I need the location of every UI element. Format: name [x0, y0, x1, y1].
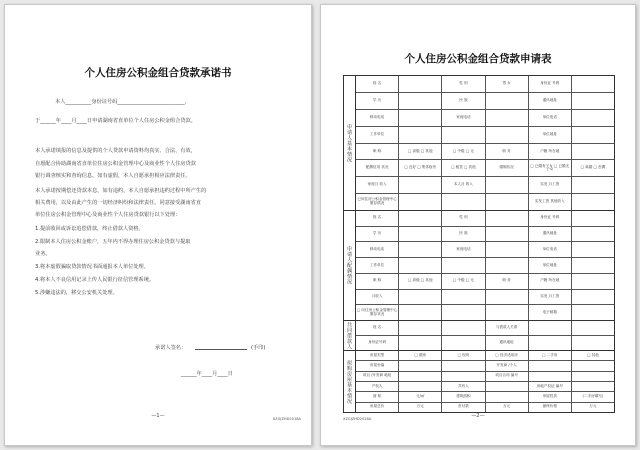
form-field[interactable]: [572, 93, 614, 109]
form-field[interactable]: [399, 361, 442, 370]
section-title: [344, 76, 356, 210]
fingerprint-label: (手印): [251, 345, 266, 351]
form-row: [356, 93, 614, 110]
form-label: 学 历: [356, 93, 399, 109]
form-label: 已向住房公积金管理中心 缴存情况: [356, 194, 399, 210]
form-label: 房屋类型: [356, 351, 399, 360]
letter-line: 1.提前收回或诉讼追偿借款，终止借款人资格。: [35, 226, 144, 232]
form-row: [356, 336, 614, 350]
form-field[interactable]: [572, 177, 614, 193]
form-label: 单位电话: [529, 110, 572, 126]
form-label: □ 良好 □ 集体宿舍: [399, 160, 442, 176]
form-label: 房屋性质: [529, 392, 572, 401]
form-field[interactable]: [399, 336, 442, 350]
form-label: □ 高级 □ 其他: [399, 144, 442, 160]
form-field[interactable]: [399, 211, 442, 226]
form-field[interactable]: [572, 194, 614, 210]
form-row: [356, 110, 614, 127]
form-field[interactable]: [572, 382, 614, 391]
page-number: —2—: [471, 413, 485, 419]
form-label: 身份证号码: [356, 336, 399, 350]
letter-line: 本人承诺按期偿还贷款本息，如有违约，本人自愿承担违约过程中所产生的: [35, 188, 207, 194]
form-field[interactable]: [486, 110, 529, 126]
form-field[interactable]: [442, 336, 485, 350]
page-title: 个人住房公积金组合贷款申请表: [404, 53, 552, 65]
form-field[interactable]: [442, 305, 485, 320]
letter-line: 4.将本人不良信用记录上传人民银行征信管理系统。: [35, 277, 155, 283]
form-field[interactable]: [486, 392, 529, 401]
form-label: 共有人: [442, 382, 485, 391]
letter-line: 5.涉嫌违法的，移交公安机关处理。: [35, 290, 118, 296]
form-label: 姓 名: [356, 211, 399, 226]
form-label: □ 租赁 □ 其他: [442, 160, 485, 176]
letter-line: 2.限制本人住房公积金账户，五年内不得办理住房公积金贷款与提取: [35, 239, 191, 245]
page-number: —1—: [151, 413, 165, 419]
form-label: 民 族: [442, 227, 485, 242]
form-label: 职 务: [486, 274, 529, 289]
form-field[interactable]: [572, 321, 614, 335]
form-field[interactable]: [399, 127, 442, 143]
form-field[interactable]: [486, 127, 529, 143]
form-label: 房屋坐落: [356, 361, 399, 370]
form-label: 家庭电话: [442, 110, 485, 126]
signature-blank: [195, 344, 247, 352]
form-field[interactable]: [572, 305, 614, 320]
form-row: [356, 403, 614, 412]
form-field[interactable]: [572, 110, 614, 126]
form-label: □ 期房: [399, 351, 442, 360]
form-label: 民 族: [442, 93, 485, 109]
form-label: 实发 月工资: [529, 177, 572, 193]
form-field[interactable]: [486, 227, 529, 242]
form-label: 通讯地址: [529, 227, 572, 242]
form-row: [356, 382, 614, 392]
form-field[interactable]: [572, 274, 614, 289]
form-field[interactable]: [572, 227, 614, 242]
form-label: □ 离婚 □ 丧偶: [580, 165, 606, 170]
form-label: 单位电话: [529, 242, 572, 257]
form-section: [344, 211, 614, 321]
form-field[interactable]: [572, 242, 614, 257]
form-label: 通讯地址: [529, 93, 572, 109]
form-field[interactable]: [486, 258, 529, 273]
form-field[interactable]: [399, 177, 442, 193]
form-row: [356, 321, 614, 336]
signature-label: 承诺人签名：: [155, 345, 187, 351]
form-section: [344, 76, 614, 211]
form-field[interactable]: [572, 336, 614, 350]
form-label: 移动电话: [356, 110, 399, 126]
form-label: 姓 名: [356, 76, 399, 92]
form-field[interactable]: [399, 227, 442, 242]
form-label: 职 务: [486, 144, 529, 160]
form-row: [356, 258, 614, 274]
letter-line: 自愿配合协助湖南省直单位住房公积金管理中心及商业性个人住房贷款: [35, 161, 196, 167]
form-field[interactable]: [399, 290, 442, 305]
form-field[interactable]: [399, 372, 442, 381]
form-label: □ 经济适用房: [486, 351, 529, 360]
form-field[interactable]: [572, 258, 614, 273]
form-label: 家庭电话: [442, 242, 485, 257]
form-label: 工作单位: [356, 258, 399, 273]
date-line: ______年____月____日: [181, 371, 233, 377]
letter-line: 银行调查核实和查询信息。如有虚假，本人自愿承担相应法律责任。: [35, 173, 191, 179]
form-label: □ 二手房: [529, 351, 572, 360]
letter-line: 于______年____月____日申请湖南省直单位个人住房公积金组合贷款。: [35, 118, 196, 124]
letter-line: 本人__________身份证号码__________________________，: [55, 99, 190, 105]
form-field[interactable]: [399, 93, 442, 109]
form-section: [344, 321, 614, 351]
form-field[interactable]: [572, 290, 614, 305]
form-label: 产权人: [356, 382, 399, 391]
form-code: XZGJZHD2018A: [343, 417, 372, 421]
form-row: [356, 290, 614, 306]
form-row: [356, 242, 614, 258]
form-field[interactable]: [529, 336, 572, 350]
form-field[interactable]: [572, 361, 614, 370]
form-row: [356, 211, 614, 227]
form-row: [356, 177, 614, 194]
form-label: 单位地址: [529, 258, 572, 273]
section-title-text: 拟购房屋基本情况: [346, 359, 352, 404]
form-field[interactable]: [486, 194, 529, 210]
form-label: 职 称: [356, 144, 399, 160]
form-field[interactable]: [486, 382, 529, 391]
form-label: 家庭月 收入: [356, 177, 399, 193]
form-label: 房地产权证 编号: [529, 382, 572, 391]
form-label: 身份证 号码: [529, 76, 572, 92]
form-code: XZGJZHD2018A: [272, 417, 301, 421]
form-label: 姓 名: [356, 321, 399, 335]
section-title: [344, 321, 356, 350]
form-label: 首付款: [442, 403, 485, 412]
form-row: [356, 127, 614, 144]
application-form-page: [320, 4, 636, 446]
form-field[interactable]: [442, 321, 485, 335]
form-row: [356, 76, 614, 93]
promise-letter-page: [4, 4, 312, 446]
form-row: [356, 227, 614, 243]
form-field[interactable]: [529, 361, 572, 370]
form-label: 元/㎡: [399, 392, 442, 401]
form-label: 职 称: [356, 274, 399, 289]
form-field[interactable]: [442, 361, 485, 370]
form-label: 万元: [486, 403, 529, 412]
form-label: □ 向住房公积金管理中心 缴存状况: [356, 305, 399, 320]
form-label: 移动电话: [356, 242, 399, 257]
form-row: [356, 194, 614, 210]
form-label: 实发工资 其他收入: [529, 194, 572, 210]
form-field[interactable]: [486, 242, 529, 257]
form-field[interactable]: [486, 305, 529, 320]
form-label: 面 积: [356, 392, 399, 401]
page-title: 个人住房公积金组合贷款承诺书: [84, 67, 232, 79]
form-field[interactable]: [486, 290, 529, 305]
form-label: 性 别: [442, 211, 485, 226]
form-field[interactable]: [442, 194, 485, 210]
form-label: 万元: [589, 404, 597, 409]
form-field[interactable]: [399, 76, 442, 92]
form-label: 户籍 所在地: [529, 144, 572, 160]
form-field[interactable]: [486, 177, 529, 193]
form-label: 月收入: [356, 290, 399, 305]
form-label: □ 其他: [587, 352, 599, 357]
form-field[interactable]: [442, 372, 485, 381]
section-title-text: 共同借款人: [346, 321, 352, 350]
form-label: 开发商 /个人: [486, 361, 529, 370]
form-row: [356, 361, 614, 371]
letter-line: 单位住房公积金管理中心及商业性个人住房贷款银行以下处理：: [35, 212, 181, 218]
form-row: [356, 160, 614, 177]
form-field[interactable]: [572, 372, 614, 381]
form-field[interactable]: [572, 211, 614, 226]
form-label: 本人月 收入: [442, 177, 485, 193]
form-label: 房屋总价: [356, 403, 399, 412]
form-label: □ 中级 □ 无: [442, 274, 485, 289]
form-label: □ 中级 □ 无: [442, 144, 485, 160]
letter-line: 相关费用，以及由此产生的一切经济纠纷和法律责任。同意接受湖南省直: [35, 200, 202, 206]
form-label: 电子邮箱: [529, 305, 572, 320]
form-field[interactable]: [399, 321, 442, 335]
form-field[interactable]: [572, 76, 614, 92]
form-field[interactable]: [399, 258, 442, 273]
form-field[interactable]: [399, 110, 442, 126]
letter-line: 本人承诺填报的信息及提供的个人贷款申请资料均真实、合法、有效，: [35, 148, 196, 154]
form-row: [356, 144, 614, 161]
form-field[interactable]: [486, 93, 529, 109]
form-label: 工作单位: [356, 127, 399, 143]
form-row: [356, 392, 614, 402]
form-label: 性 别: [442, 76, 485, 92]
form-field[interactable]: [399, 382, 442, 391]
form-row: [356, 372, 614, 382]
form-label: 单位地址: [529, 127, 572, 143]
form-label: 男 女: [486, 76, 529, 92]
form-label: □ 高级 □ 其他: [399, 274, 442, 289]
form-field[interactable]: [442, 290, 485, 305]
section-title: [344, 351, 356, 412]
form-label: 实发 月工资: [529, 290, 572, 305]
form-label: 配偶信用 状况: [356, 160, 399, 176]
form-label: 身份证 号码: [529, 211, 572, 226]
form-field[interactable]: [399, 242, 442, 257]
form-row: [356, 274, 614, 290]
form-section: [344, 351, 614, 412]
form-label: 项目合同 编号: [486, 372, 529, 381]
form-field[interactable]: [442, 127, 485, 143]
application-table: [343, 75, 615, 413]
form-label: 万元: [399, 403, 442, 412]
form-label: 通讯地址: [486, 336, 529, 350]
letter-line: 业务。: [35, 251, 51, 257]
form-field[interactable]: [529, 372, 572, 381]
section-title: [344, 211, 356, 320]
form-label: 与借款人关系: [486, 321, 529, 335]
form-label: 最终价格: [529, 403, 572, 412]
form-field[interactable]: [486, 211, 529, 226]
form-label: 学 历: [356, 227, 399, 242]
section-title-text: 申请人基本情况: [346, 123, 352, 163]
form-field[interactable]: [572, 127, 614, 143]
form-field[interactable]: [399, 194, 442, 210]
form-field[interactable]: [572, 144, 614, 160]
letter-line: 3.将本虚假骗取贷款情况书面通报本人单位处理。: [35, 264, 149, 270]
form-row: [356, 305, 614, 320]
form-label: 户籍 所在地: [529, 274, 572, 289]
form-field[interactable]: [399, 305, 442, 320]
form-label: □ 已婚有子女 □ 已婚无子女: [529, 160, 572, 176]
form-label: □ 现房: [442, 351, 485, 360]
form-label: (二手房填写): [582, 394, 604, 399]
form-field[interactable]: [529, 321, 572, 335]
form-label: 建筑面积: [442, 392, 485, 401]
section-title-text: 申请人配偶情况: [346, 246, 352, 285]
form-label: 婚姻状况: [486, 160, 529, 176]
form-row: [356, 351, 614, 361]
form-label: 项目 /开发商 地址: [356, 372, 399, 381]
form-field[interactable]: [442, 258, 485, 273]
